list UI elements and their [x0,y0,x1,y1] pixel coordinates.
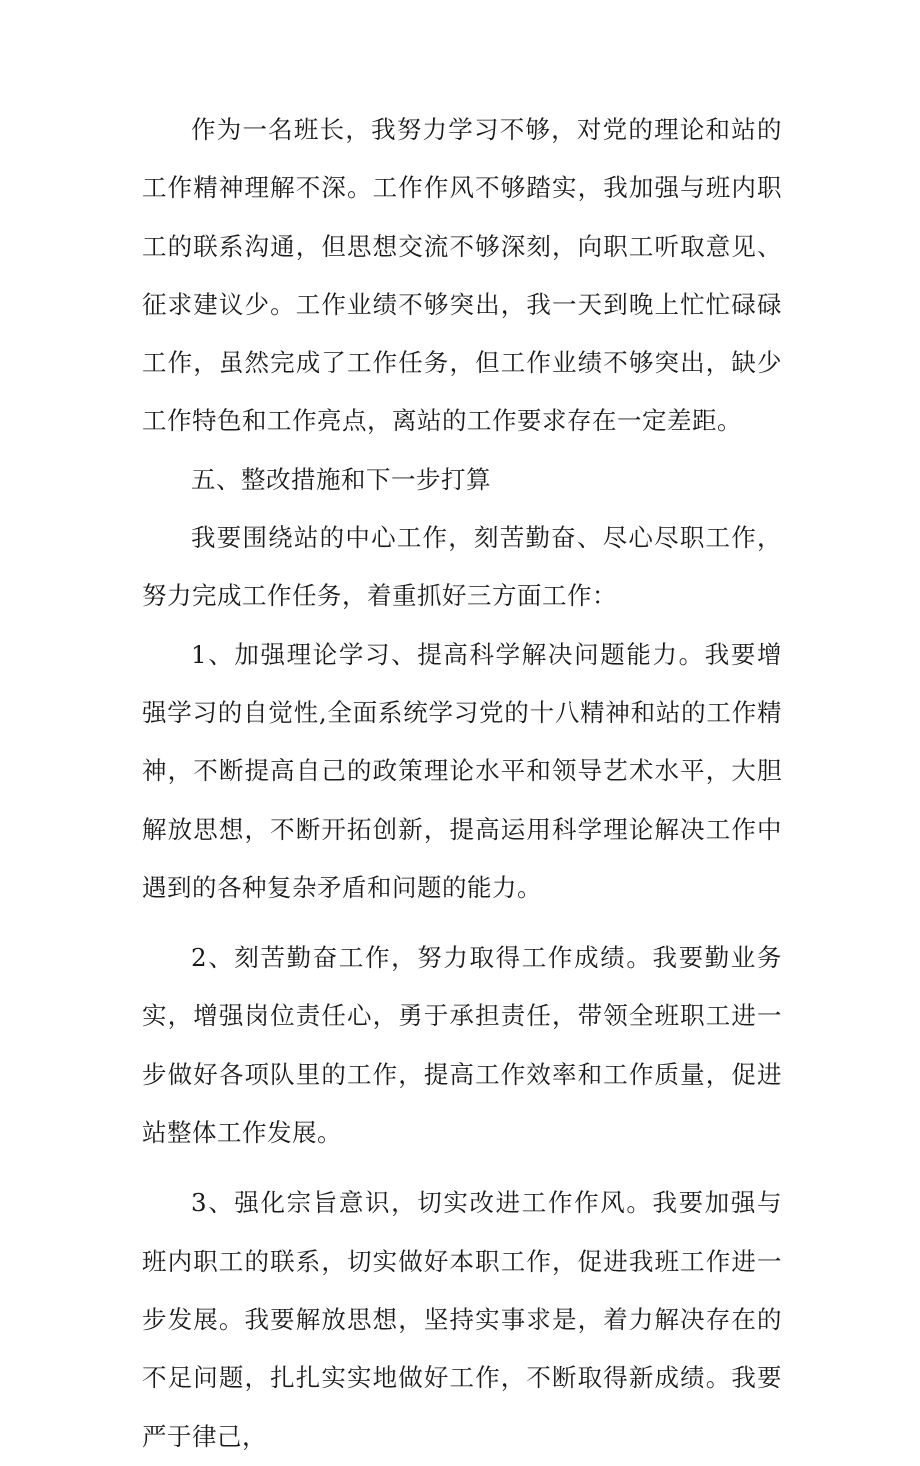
paragraph-item-2: 2、刻苦勤奋工作，努力取得工作成绩。我要勤业务实，增强岗位责任心，勇于承担责任，带领全班职工进一步做好各项队里的工作，提高工作效率和工作质量，促进站整体工作发展。 [142,943,782,1148]
paragraph-item-1: 1、加强理论学习、提高科学解决问题能力。我要增强学习的自觉性,全面系统学习党的十八精神和站的工作精神，不断提高自己的政策理论水平和领导艺术水平，大胆解放思想，不断开拓创新，提高运用科学理论解决工作中遇到的各种复杂矛盾和问题的能力。 [142,639,782,902]
paragraph-item-3: 3、强化宗旨意识，切实改进工作作风。我要加强与班内职工的联系，切实做好本职工作，促进我班工作进一步发展。我要解放思想，坚持实事求是，着力解决存在的不足问题，扎扎实实地做好工作，不断取得新成绩。我要严于律己， [142,1188,782,1451]
document-body [142,101,782,1466]
paragraph-self-assessment: 作为一名班长，我努力学习不够，对党的理论和站的工作精神理解不深。工作作风不够踏实，我加强与班内职工的联系沟通，但思想交流不够深刻，向职工听取意见、征求建议少。工作业绩不够突出，我一天到晚上忙忙碌碌工作，虽然完成了工作任务，但工作业绩不够突出，缺少工作特色和工作亮点，离站的工作要求存在一定差距。 [142,115,782,436]
section-heading-rectification: 五、整改措施和下一步打算 [191,464,491,494]
paragraph-intro-plan: 我要围绕站的中心工作，刻苦勤奋、尽心尽职工作，努力完成工作任务，着重抓好三方面工作： [142,523,782,611]
